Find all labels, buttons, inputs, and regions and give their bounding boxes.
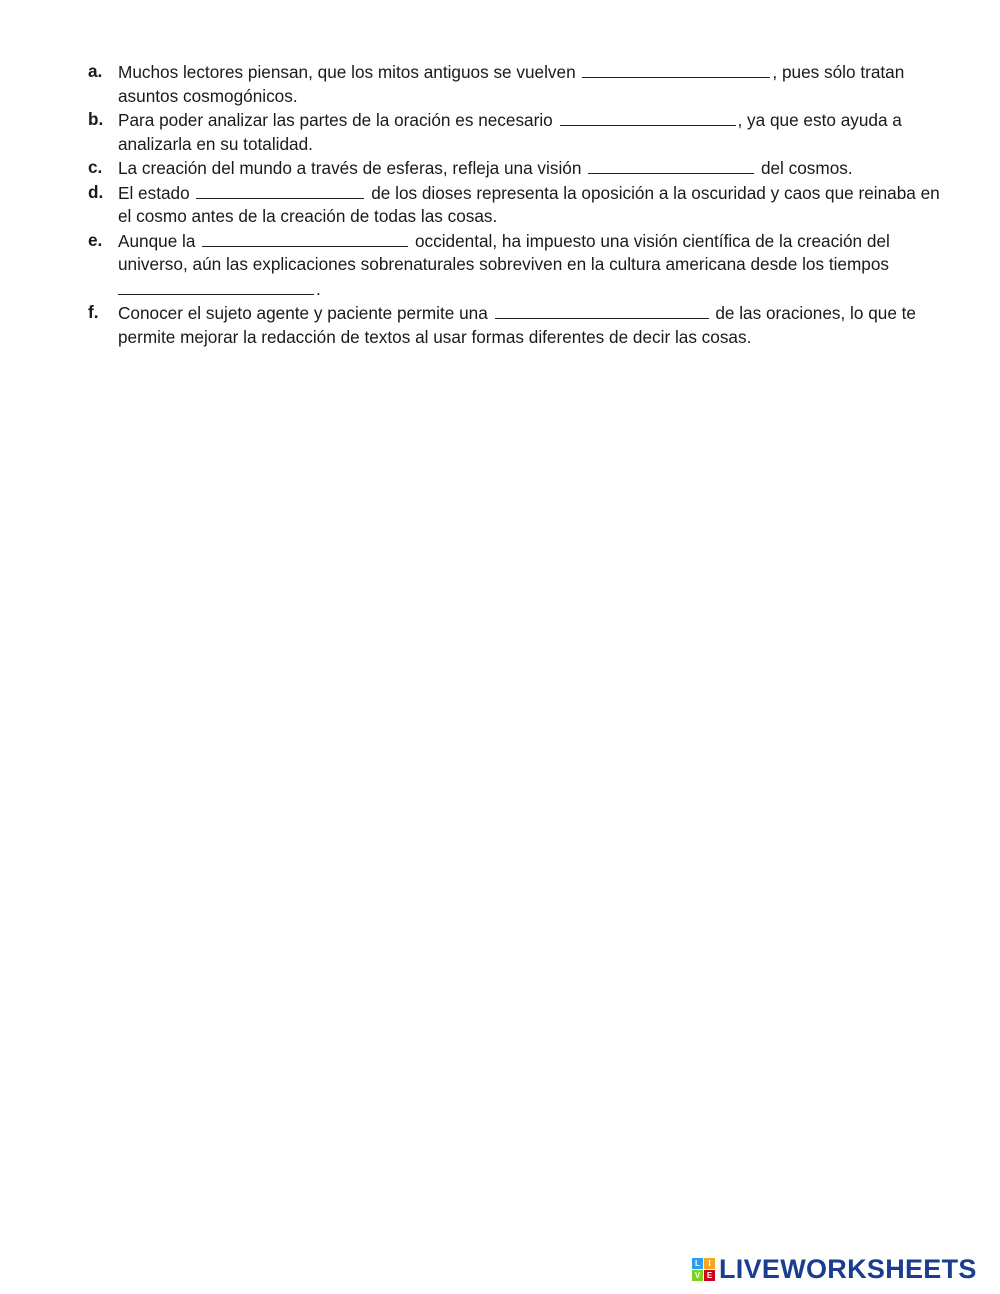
question-letter: b. [88,109,104,129]
answer-blank[interactable] [118,277,314,295]
logo-mark-cell: E [704,1270,715,1281]
worksheet-questions [88,60,948,349]
question-a [88,60,948,108]
question-letter: a. [88,61,103,81]
question-text: Muchos lectores piensan, que los mitos antiguos se vuelven , pues sólo tratan asuntos cosmogónicos. [118,62,905,106]
answer-blank[interactable] [588,156,754,174]
question-e [88,229,948,302]
question-d [88,181,948,229]
question-text: Aunque la occidental, ha impuesto una visión científica de la creación del universo, aún las explicaciones sobrenaturales sobreviven en la cultura americana desde los tiempos . [118,230,890,299]
question-b [88,108,948,156]
question-text: Para poder analizar las partes de la oración es necesario , ya que esto ayuda a analizarla en su totalidad. [118,110,902,154]
logo-text: LIVEWORKSHEETS [719,1253,977,1284]
question-letter: e. [88,229,103,250]
question-letter: d. [88,181,104,202]
question-c [88,156,948,181]
answer-blank[interactable] [196,181,364,199]
question-text: Conocer el sujeto agente y paciente permite una de las oraciones, lo que te permite mejorar la redacción de textos al usar formas diferentes de decir las cosas. [118,303,916,347]
answer-blank[interactable] [495,301,709,319]
logo-mark-cell: L [692,1258,703,1269]
logo-mark-cell: V [692,1270,703,1281]
question-letter: c. [88,157,103,177]
logo-mark-icon [692,1258,715,1281]
question-f [88,301,948,349]
question-text: La creación del mundo a través de esferas, refleja una visión del cosmos. [118,158,853,178]
answer-blank[interactable] [560,108,736,126]
question-text: El estado de los dioses representa la oposición a la oscuridad y caos que reinaba en el cosmo antes de la creación de todas las cosas. [118,182,940,226]
answer-blank[interactable] [202,229,408,247]
liveworksheets-logo [692,1254,977,1284]
answer-blank[interactable] [582,60,770,78]
question-letter: f. [88,302,99,322]
logo-mark-cell: I [704,1258,715,1269]
